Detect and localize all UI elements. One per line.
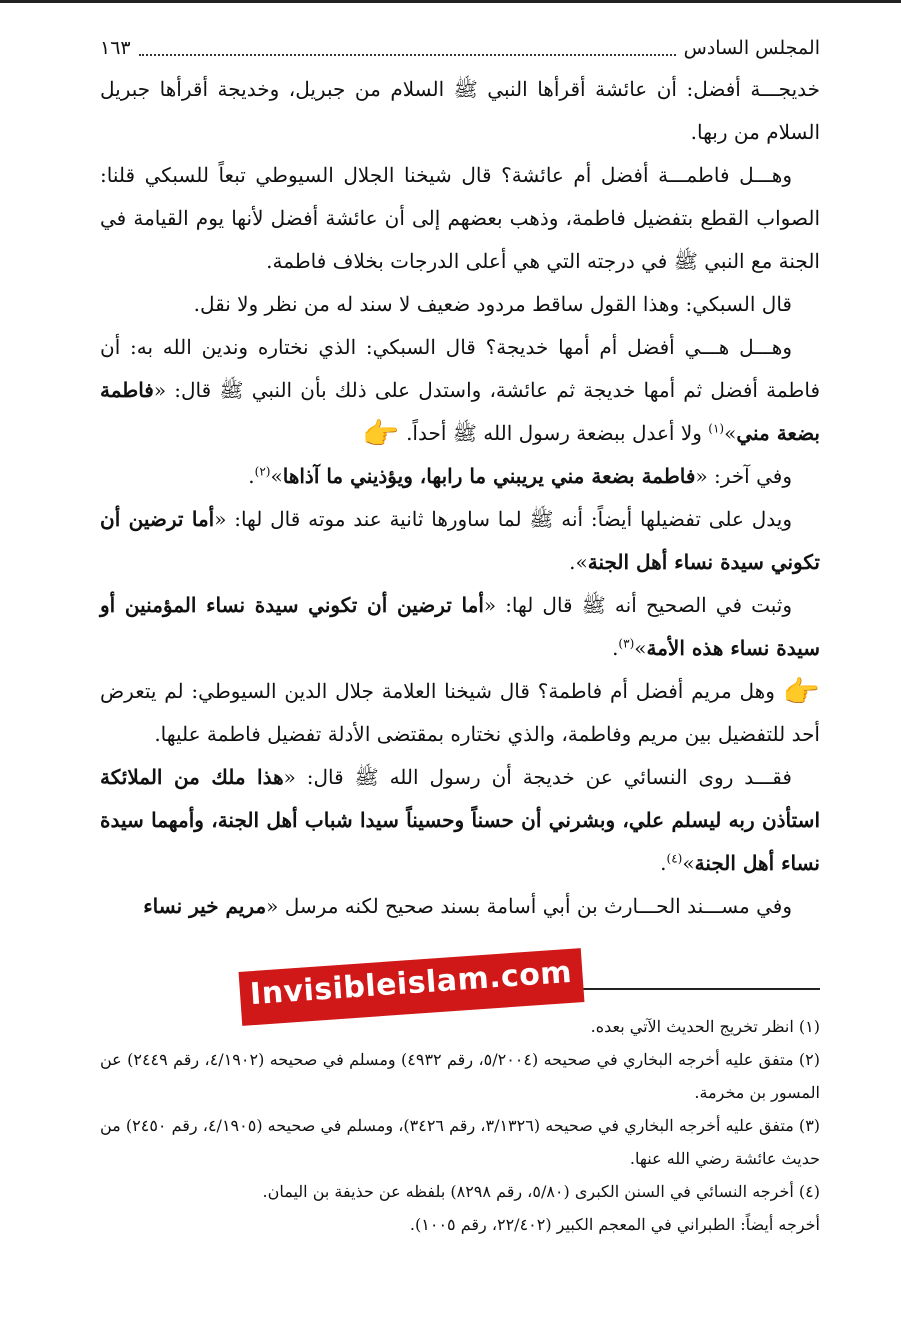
- text-run: وهـــل فاطمـــة أفضل أم عائشة؟ قال شيخنا الجلال السيوطي تبعاً للسبكي قلنا: الصواب القطع بتفضيل فاطمة، وذهب بعضهم إلى أن عائشة أفضل لأنها يوم القيامة في الجنة مع النبي ﷺ في درجته التي هي أعلى الدرجات بخلاف فاطمة.: [100, 163, 820, 273]
- text-run: وفي مســـند الحـــارث بن أبي أسامة بسند صحيح لكنه مرسل «: [266, 894, 792, 918]
- running-header: [100, 28, 820, 68]
- footnote: (٣) متفق عليه أخرجه البخاري في صحيحه (٣/١٣٢٦، رقم ٣٤٢٦)، ومسلم في صحيحه (٤/١٩٠٥، رقم ٢٤٥٠) من حديث عائشة رضي الله عنها.: [100, 1116, 821, 1168]
- paragraph: [100, 584, 820, 670]
- footnote-ref: (٤): [666, 851, 683, 866]
- hadith-quote: فاطمة بضعة مني: [100, 378, 820, 445]
- paragraph: [100, 68, 820, 154]
- hadith-quote: مريم خير نساء: [143, 894, 267, 918]
- text-run: ».: [569, 550, 588, 574]
- footnote-ref: (١): [708, 421, 725, 436]
- text-run: ويدل على تفضيلها أيضاً: أنه ﷺ لما ساورها ثانية عند موته قال لها: «: [214, 507, 792, 531]
- header-dot-leader: [139, 40, 676, 56]
- paragraph: [100, 756, 820, 885]
- hadith-quote: فاطمة بضعة مني يريبني ما رابها، ويؤذيني ما آذاها: [282, 464, 696, 488]
- text-run: وفي آخر: «: [695, 464, 792, 488]
- footnote: (٤) أخرجه النسائي في السنن الكبرى (٥/٨٠، رقم ٨٢٩٨) بلفظه عن حذيفة بن اليمان.: [262, 1182, 820, 1201]
- text-run: فقـــد روى النسائي عن خديجة أن رسول الله ﷺ قال: «: [283, 765, 792, 789]
- page-number: ١٦٣: [100, 37, 131, 59]
- footnote: (١) انظر تخريج الحديث الآتي بعده.: [590, 1017, 820, 1036]
- top-border: [0, 0, 901, 3]
- text-run: »: [270, 464, 283, 488]
- page: [100, 28, 820, 928]
- paragraph: [100, 498, 820, 584]
- text-run: خديجـــة أفضل: أن عائشة أقرأها النبي ﷺ السلام من جبريل، وخديجة أقرأها جبريل السلام من ربها.: [100, 77, 820, 144]
- text-run: .: [248, 464, 255, 488]
- footnote-ref: (٢): [254, 464, 271, 479]
- watermark-logo: Invisibleislam.com: [239, 948, 585, 1026]
- text-run: .: [612, 636, 619, 660]
- text-run: »: [634, 636, 647, 660]
- watermark-area: [240, 954, 820, 1013]
- text-run: »: [682, 851, 695, 875]
- paragraph: [100, 326, 820, 455]
- chapter-title: المجلس السادس: [683, 37, 820, 59]
- text-run: ولا أعدل ببضعة رسول الله ﷺ أحداً.: [399, 421, 709, 445]
- pointing-hand-icon: 👉: [362, 416, 400, 452]
- footnote: (٢) متفق عليه أخرجه البخاري في صحيحه (٥/٢٠٠٤، رقم ٤٩٣٢) ومسلم في صحيحه (٤/١٩٠٢، رقم ٢٤٤٩) عن المسور بن مخرمة.: [100, 1050, 820, 1102]
- hadith-quote: هذا ملك من الملائكة استأذن ربه ليسلم علي، وبشرني أن حسناً وحسيناً سيدا شباب أهل الجنة، وأمهما سيدة نساء أهل الجنة: [100, 765, 820, 875]
- footnote-ref: (٣): [618, 636, 635, 651]
- hadith-quote: أما ترضين أن تكوني سيدة نساء أهل الجنة: [100, 507, 820, 574]
- paragraph: [100, 154, 820, 283]
- text-run: وثبت في الصحيح أنه ﷺ قال لها: «: [483, 593, 792, 617]
- paragraph: [100, 885, 820, 928]
- paragraph: [100, 455, 820, 498]
- footnote: أخرجه أيضاً: الطبراني في المعجم الكبير (٢٢/٤٠٢، رقم ١٠٠٥).: [409, 1215, 820, 1234]
- pointing-hand-icon: 👉: [782, 674, 820, 710]
- paragraph: [100, 670, 820, 756]
- text-run: قال السبكي: وهذا القول ساقط مردود ضعيف لا سند له من نظر ولا نقل.: [193, 292, 792, 316]
- hadith-quote: أما ترضين أن تكوني سيدة نساء المؤمنين أو سيدة نساء هذه الأمة: [100, 593, 820, 660]
- text-run: وهـــل هـــي أفضل أم أمها خديجة؟ قال السبكي: الذي نختاره وندين الله به: أن فاطمة أفضل ثم أمها خديجة ثم عائشة، واستدل على ذلك بأن النبي ﷺ قال: «: [100, 335, 820, 402]
- text-run: وهل مريم أفضل أم فاطمة؟ قال شيخنا العلامة جلال الدين السيوطي: لم يتعرض أحد للتفضيل بين مريم وفاطمة، والذي نختاره بمقتضى الأدلة تفضيل فاطمة عليها.: [100, 679, 820, 746]
- text-run: .: [660, 851, 667, 875]
- main-text: [100, 68, 820, 928]
- footnotes: [100, 1010, 820, 1241]
- text-run: »: [724, 421, 737, 445]
- paragraph: [100, 283, 820, 326]
